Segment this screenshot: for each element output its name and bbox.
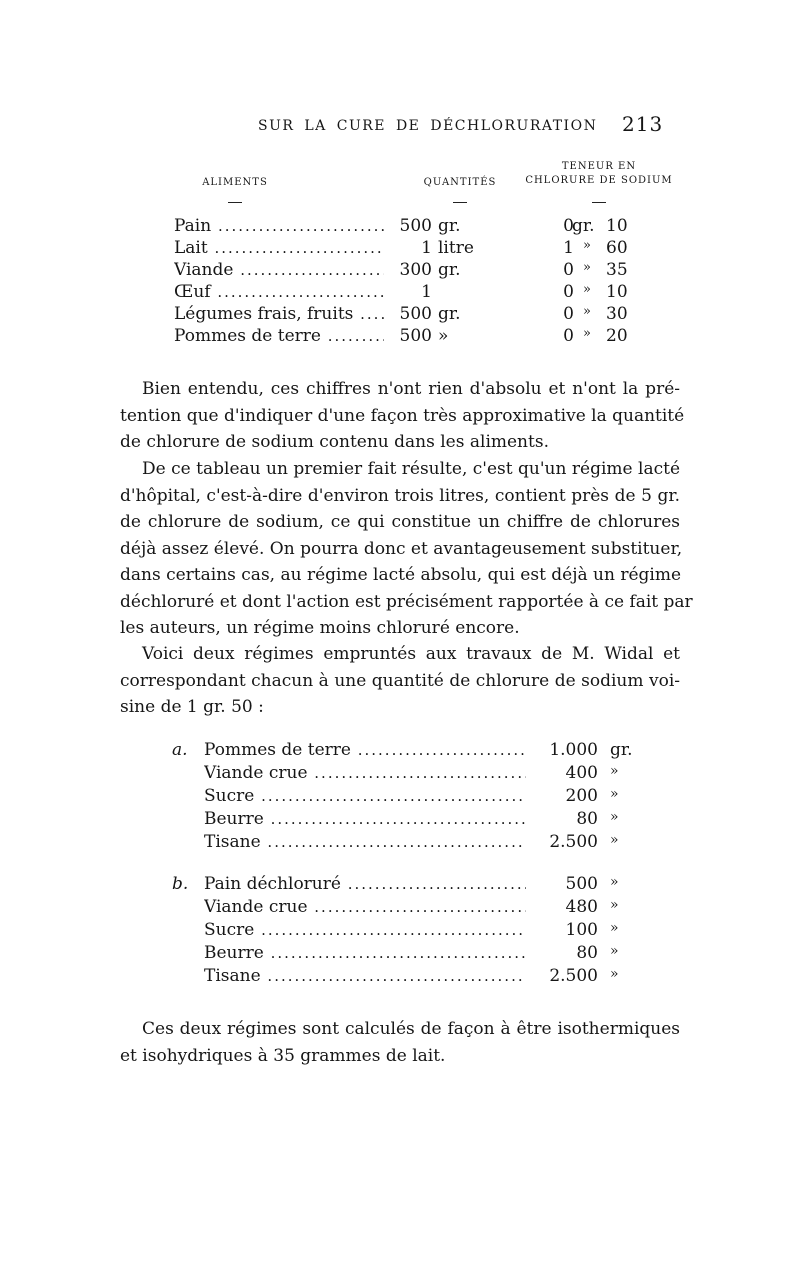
table-row: [174, 304, 634, 326]
regime-row: [172, 897, 642, 919]
regime-item: Viande crue .....: [204, 763, 526, 783]
chlorure-integer: 0: [563, 260, 574, 280]
regime-item: Sucre .....: [204, 786, 526, 806]
text-line: correspondant chacun à une quantité de chlorure de sodium voi-: [120, 670, 680, 691]
regime-unit: gr.: [610, 740, 633, 760]
chlorure-decimal: 60: [606, 238, 628, 258]
text-line: De ce tableau un premier fait résulte, c'est qu'un régime lacté: [142, 459, 680, 479]
aliment-name: Pain .....: [174, 216, 384, 236]
regime-unit: »: [610, 966, 619, 982]
column-header-quantites: QUANTITÉS: [423, 177, 497, 188]
chlorure-separator: »: [583, 326, 591, 341]
quantity-value: 1: [421, 282, 432, 302]
chlorure-decimal: 20: [606, 326, 628, 346]
chlorure-decimal: 35: [606, 260, 628, 280]
regime-letter: b.: [172, 874, 189, 894]
regime-quantity: 500: [565, 874, 598, 894]
regime-item: Tisane .....: [204, 966, 526, 986]
text-line: d'hôpital, c'est-à-dire d'environ trois litres, contient près de 5 gr.: [120, 485, 680, 506]
regime-unit: »: [610, 832, 619, 848]
regime-row: [172, 943, 642, 965]
regime-row: [172, 786, 642, 808]
regime-quantity: 1.000: [549, 740, 598, 760]
text-line: et isohydriques à 35 grammes de lait.: [120, 1045, 446, 1066]
regime-quantity: 80: [576, 809, 598, 829]
header-dash: [228, 202, 242, 203]
paragraph: [120, 456, 693, 642]
regime-row: [172, 874, 642, 896]
quantity-value: 500: [399, 304, 432, 324]
regime-quantity: 2.500: [549, 966, 598, 986]
regime-row: [172, 966, 642, 988]
paragraph: [120, 641, 680, 721]
regime-quantity: 480: [565, 897, 598, 917]
text-line: déjà assez élevé. On pourra donc et avantageusement substituer,: [120, 538, 683, 559]
quantity-value: 500: [399, 326, 432, 346]
regime-item: Tisane .....: [204, 832, 526, 852]
column-header-aliments: ALIMENTS: [202, 177, 268, 188]
text-line: de chlorure de sodium, ce qui constitue un chiffre de chlorures: [120, 512, 680, 532]
table-row: [174, 216, 634, 238]
chlorure-decimal: 30: [606, 304, 628, 324]
text-line: de chlorure de sodium contenu dans les aliments.: [120, 432, 549, 452]
column-header-teneur-line2: CHLORURE DE SODIUM: [525, 175, 673, 186]
chlorure-decimal: 10: [606, 282, 628, 302]
aliment-name: Viande .....: [174, 260, 384, 280]
aliment-name: Œuf .....: [174, 282, 384, 302]
regime-row: [172, 740, 642, 762]
text-line: déchloruré et dont l'action est précisément rapportée à ce fait par: [120, 591, 693, 612]
regime-letter: a.: [172, 740, 188, 760]
text-line: tention que d'indiquer d'une façon très approximative la quantité: [120, 405, 685, 426]
regime-unit: »: [610, 874, 619, 890]
chlorure-separator: »: [583, 304, 591, 319]
regime-row: [172, 809, 642, 831]
regime-quantity: 200: [565, 786, 598, 806]
chlorure-separator: »: [583, 282, 591, 297]
regime-row: [172, 832, 642, 854]
regime-item: Viande crue .....: [204, 897, 526, 917]
quantity-unit: gr.: [438, 216, 461, 236]
quantity-value: 1: [421, 238, 432, 258]
regime-item: Beurre .....: [204, 809, 526, 829]
text-line: sine de 1 gr. 50 :: [120, 697, 264, 717]
aliment-name: Pommes de terre .....: [174, 326, 384, 346]
quantity-unit: litre: [438, 238, 474, 258]
quantity-value: 500: [399, 216, 432, 236]
header-dash: [453, 202, 467, 203]
chlorure-integer: 0: [563, 326, 574, 346]
chlorure-separator: »: [583, 238, 591, 253]
chlorure-separator: gr.: [572, 216, 595, 236]
quantity-unit: »: [438, 326, 449, 346]
aliment-name: Lait .....: [174, 238, 384, 258]
chlorure-integer: 1: [563, 238, 574, 258]
regime-quantity: 2.500: [549, 832, 598, 852]
chlorure-separator: »: [583, 260, 591, 275]
regime-item: Pain déchloruré .....: [204, 874, 526, 894]
regime-unit: »: [610, 897, 619, 913]
chlorure-integer: 0: [563, 304, 574, 324]
paragraph: [120, 1016, 680, 1069]
regime-unit: »: [610, 763, 619, 779]
regime-quantity: 80: [576, 943, 598, 963]
chlorure-decimal: 10: [606, 216, 628, 236]
running-header: SUR LA CURE DE DÉCHLORURATION: [258, 118, 598, 134]
regime-unit: »: [610, 943, 619, 959]
quantity-value: 300: [399, 260, 432, 280]
chlorure-integer: 0: [563, 216, 574, 236]
regime-unit: »: [610, 809, 619, 825]
text-line: dans certains cas, au régime lacté absolu, qui est déjà un régime: [120, 565, 682, 585]
quantity-unit: gr.: [438, 260, 461, 280]
table-row: [174, 260, 634, 282]
regime-quantity: 100: [565, 920, 598, 940]
table-row: [174, 238, 634, 260]
quantity-unit: gr.: [438, 304, 461, 324]
aliment-name: Légumes frais, fruits .....: [174, 304, 384, 324]
text-line: les auteurs, un régime moins chloruré encore.: [120, 618, 520, 638]
text-line: Bien entendu, ces chiffres n'ont rien d'absolu et n'ont la pré-: [142, 379, 680, 399]
column-header-teneur-line1: TENEUR EN: [561, 161, 637, 172]
regime-item: Sucre .....: [204, 920, 526, 940]
regime-unit: »: [610, 786, 619, 802]
header-dash: [592, 202, 606, 203]
regime-row: [172, 763, 642, 785]
regime-quantity: 400: [565, 763, 598, 783]
text-line: Voici deux régimes empruntés aux travaux de M. Widal et: [142, 644, 680, 664]
regime-unit: »: [610, 920, 619, 936]
chlorure-integer: 0: [563, 282, 574, 302]
column-header-teneur: [524, 160, 674, 188]
page-number: 213: [622, 112, 664, 136]
regime-item: Pommes de terre .....: [204, 740, 526, 760]
regime-item: Beurre .....: [204, 943, 526, 963]
table-row: [174, 282, 634, 304]
regime-row: [172, 920, 642, 942]
paragraph: [120, 376, 685, 456]
table-row: [174, 326, 634, 348]
text-line: Ces deux régimes sont calculés de façon à être isothermiques: [142, 1019, 680, 1039]
